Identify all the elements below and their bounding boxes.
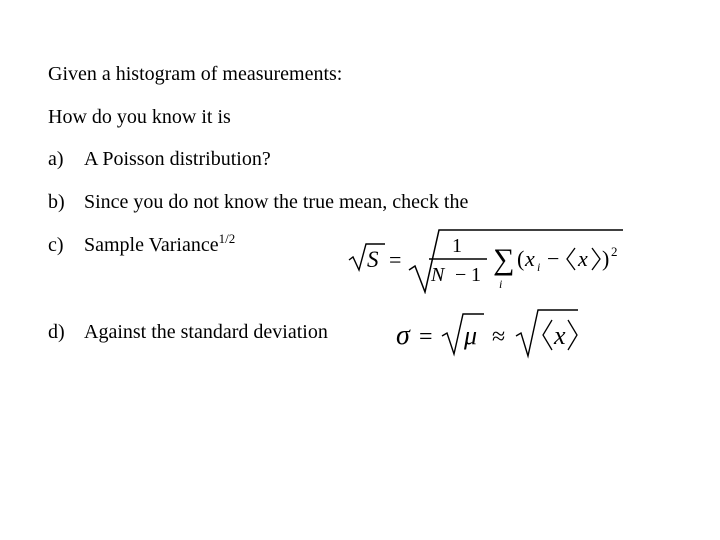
list-item-d bbox=[48, 320, 328, 344]
mean-right-bracket bbox=[568, 320, 577, 350]
equals-sign: = bbox=[389, 247, 402, 272]
sample-variance-formula bbox=[345, 222, 630, 294]
s-symbol: S bbox=[367, 247, 379, 272]
left-angle-bracket bbox=[567, 248, 575, 270]
item-superscript-c: 1/2 bbox=[218, 231, 236, 246]
term-minus: − bbox=[547, 246, 560, 271]
approx-sign: ≈ bbox=[492, 324, 506, 350]
item-letter-a: a) bbox=[48, 148, 64, 170]
sqrt-mu-radical bbox=[442, 314, 484, 354]
item-text-a: A Poisson distribution? bbox=[84, 148, 271, 170]
exponent-two: 2 bbox=[611, 244, 618, 259]
sigma-symbol: σ bbox=[396, 320, 410, 351]
mean-x: x bbox=[554, 321, 566, 350]
close-paren: ) bbox=[602, 246, 610, 271]
std-dev-formula bbox=[392, 304, 592, 362]
summation-index: i bbox=[499, 277, 503, 291]
list-item-c bbox=[48, 233, 235, 257]
intro-line: Given a histogram of measurements: bbox=[48, 63, 343, 85]
item-letter-d: d) bbox=[48, 321, 65, 343]
summation-symbol: ∑ bbox=[493, 243, 515, 276]
denominator-one: 1 bbox=[471, 264, 481, 286]
open-paren: ( bbox=[517, 246, 525, 271]
list-item-a bbox=[48, 147, 271, 171]
mu-symbol: μ bbox=[464, 321, 478, 350]
std-equals-sign: = bbox=[419, 324, 433, 350]
fraction-numerator: 1 bbox=[452, 235, 462, 257]
item-letter-b: b) bbox=[48, 191, 65, 213]
term-x: x bbox=[525, 246, 535, 271]
mean-left-bracket bbox=[543, 320, 552, 350]
item-text-c: Sample Variance bbox=[84, 234, 219, 256]
term-subscript: i bbox=[537, 260, 541, 274]
term-mean-x: x bbox=[578, 246, 588, 271]
question-line: How do you know it is bbox=[48, 106, 231, 128]
item-text-d: Against the standard deviation bbox=[84, 321, 328, 343]
denominator-minus: − bbox=[455, 264, 467, 286]
denominator-n: N bbox=[431, 264, 445, 286]
right-angle-bracket bbox=[592, 248, 600, 270]
item-text-b: Since you do not know the true mean, check the bbox=[84, 191, 469, 213]
list-item-b bbox=[48, 190, 468, 214]
item-letter-c: c) bbox=[48, 234, 64, 256]
